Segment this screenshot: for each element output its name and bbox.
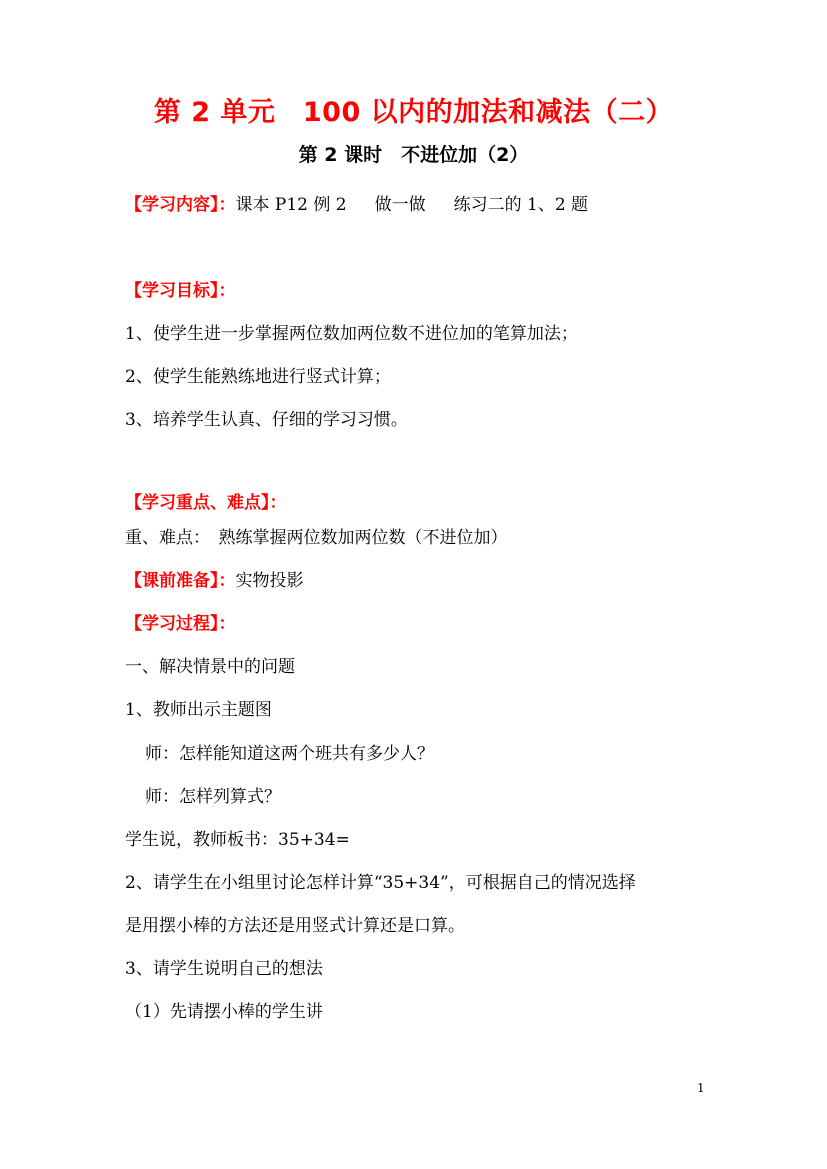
process-item: 是用摆小棒的方法还是用竖式计算还是口算。 [125, 916, 465, 936]
goals-label: 【学习目标】： [125, 281, 236, 301]
key-heading [125, 489, 715, 517]
process-item: 学生说，教师板书：35+34= [125, 830, 350, 850]
content-line [125, 191, 715, 219]
process-item: 1、教师出示主题图 [125, 700, 272, 720]
content-part: 练习二的 1、2 题 [453, 195, 589, 215]
prep-label: 【课前准备】： [125, 571, 236, 591]
page-number: 1 [697, 1081, 705, 1095]
process-item: （1）先请摆小棒的学生讲 [125, 1002, 323, 1022]
process-item: 3、请学生说明自己的想法 [125, 959, 323, 979]
lesson-subtitle: 第 2 课时 不进位加（2） [298, 144, 529, 166]
process-item: 一、解决情景中的问题 [125, 657, 295, 677]
goal-item: 3、培养学生认真、仔细的学习习惯。 [125, 410, 408, 430]
process-item: 师：怎样能知道这两个班共有多少人？ [145, 744, 434, 764]
content-part: 课本 P12 例 2 [235, 195, 347, 215]
process-label: 【学习过程】： [125, 614, 236, 634]
goal-item: 1、使学生进一步掌握两位数加两位数不进位加的笔算加法； [125, 324, 578, 344]
goal-item: 2、使学生能熟练地进行竖式计算； [125, 367, 391, 387]
unit-title: 第 2 单元 100 以内的加法和减法（二） [153, 97, 674, 128]
prep-text: 实物投影 [235, 571, 304, 591]
content-part: 做一做 [374, 195, 426, 215]
process-item: 师：怎样列算式？ [145, 787, 281, 807]
process-heading [125, 610, 715, 638]
key-text: 重、难点： 熟练掌握两位数加两位数（不进位加） [125, 528, 508, 548]
prep-line [125, 567, 715, 595]
key-label: 【学习重点、难点】： [125, 493, 287, 513]
goals-heading [125, 277, 715, 305]
process-item: 2、请学生在小组里讨论怎样计算“35+34”，可根据自己的情况选择 [125, 873, 636, 893]
content-label: 【学习内容】： [125, 195, 236, 215]
